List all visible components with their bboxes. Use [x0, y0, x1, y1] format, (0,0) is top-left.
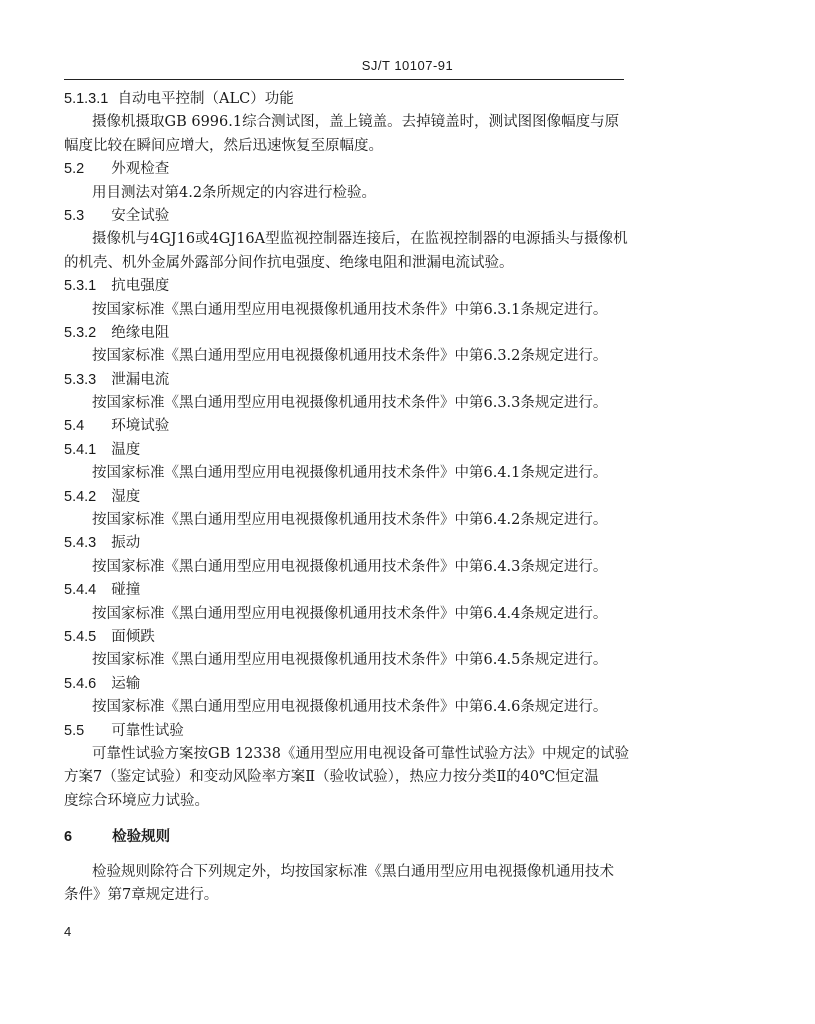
section-number: 6 — [64, 829, 73, 846]
paragraph-continuation: 方案7（鉴定试验）和变动风险率方案Ⅱ（验收试验），热应力按分类Ⅱ的40℃恒定温 — [64, 769, 599, 786]
section-title: 面倾跌 — [111, 628, 155, 645]
section-heading — [64, 579, 644, 602]
section-number: 5.4 — [64, 418, 85, 435]
section-heading — [64, 626, 644, 649]
section-title: 振动 — [111, 535, 141, 552]
section-title: 抗电强度 — [111, 278, 170, 295]
paragraph-line: 按国家标准《黑白通用型应用电视摄像机通用技术条件》中第6.4.3条规定进行。 — [92, 558, 608, 575]
section-heading — [64, 825, 644, 848]
paragraph-line: 按国家标准《黑白通用型应用电视摄像机通用技术条件》中第6.4.5条规定进行。 — [92, 652, 608, 669]
paragraph-line: 用目测法对第4.2条所规定的内容进行检验。 — [92, 184, 377, 201]
document-body — [64, 88, 644, 907]
section-title: 检验规则 — [112, 828, 171, 846]
section-heading — [64, 439, 644, 462]
section-heading — [64, 369, 644, 392]
paragraph-line: 按国家标准《黑白通用型应用电视摄像机通用技术条件》中第6.4.1条规定进行。 — [92, 465, 608, 482]
paragraph-line: 摄像机与4GJ16或4GJ16A型监视控制器连接后，在监视控制器的电源插头与摄像机 — [92, 231, 628, 248]
section-title: 环境试验 — [111, 418, 170, 435]
paragraph-line: 按国家标准《黑白通用型应用电视摄像机通用技术条件》中第6.4.2条规定进行。 — [92, 512, 608, 529]
section-title: 碰撞 — [111, 582, 141, 599]
section-number: 5.4.2 — [64, 488, 97, 505]
section-number: 5.4.6 — [64, 675, 97, 692]
section-title: 泄漏电流 — [111, 371, 170, 388]
section-number: 5.3.2 — [64, 324, 97, 341]
section-number: 5.4.4 — [64, 582, 97, 599]
paragraph-line: 按国家标准《黑白通用型应用电视摄像机通用技术条件》中第6.3.3条规定进行。 — [92, 395, 608, 412]
paragraph-line: 按国家标准《黑白通用型应用电视摄像机通用技术条件》中第6.3.2条规定进行。 — [92, 348, 608, 365]
paragraph-continuation: 度综合环境应力试验。 — [64, 792, 209, 809]
paragraph-line: 摄像机摄取GB 6996.1综合测试图，盖上镜盖。去掉镜盖时，测试图图像幅度与原 — [92, 114, 620, 131]
section-number: 5.1.3.1 — [64, 91, 109, 107]
section-title: 运输 — [111, 675, 141, 692]
section-number: 5.5 — [64, 722, 85, 739]
section-heading — [64, 322, 644, 345]
section-heading — [64, 88, 644, 111]
section-title: 湿度 — [111, 488, 141, 505]
section-title: 温度 — [111, 441, 141, 458]
section-heading — [64, 275, 644, 298]
section-heading — [64, 158, 644, 181]
paragraph-continuation: 幅度比较在瞬间应增大，然后迅速恢复至原幅度。 — [64, 137, 383, 154]
paragraph-line: 检验规则除符合下列规定外，均按国家标准《黑白通用型应用电视摄像机通用技术 — [92, 863, 614, 880]
section-heading — [64, 673, 644, 696]
paragraph-line: 按国家标准《黑白通用型应用电视摄像机通用技术条件》中第6.4.4条规定进行。 — [92, 605, 608, 622]
header-rule — [64, 79, 624, 80]
section-spacer — [64, 813, 644, 825]
paragraph-line: 可靠性试验方案按GB 12338《通用型应用电视设备可靠性试验方法》中规定的试验 — [92, 745, 629, 762]
paragraph-line: 按国家标准《黑白通用型应用电视摄像机通用技术条件》中第6.4.6条规定进行。 — [92, 699, 608, 716]
paragraph-line: 按国家标准《黑白通用型应用电视摄像机通用技术条件》中第6.3.1条规定进行。 — [92, 301, 608, 318]
section-number: 5.2 — [64, 161, 85, 178]
section-number: 5.3 — [64, 207, 85, 224]
section-title: 可靠性试验 — [111, 722, 184, 739]
section-title: 绝缘电阻 — [111, 324, 170, 341]
section-number: 5.4.3 — [64, 535, 97, 552]
page-number: 4 — [64, 924, 72, 939]
section-heading — [64, 486, 644, 509]
section-heading — [64, 532, 644, 555]
section-number: 5.4.1 — [64, 441, 97, 458]
paragraph-continuation: 条件》第7章规定进行。 — [64, 886, 219, 903]
section-heading — [64, 720, 644, 743]
section-number: 5.4.5 — [64, 628, 97, 645]
section-spacer — [64, 849, 644, 861]
section-number: 5.3.1 — [64, 278, 97, 295]
paragraph-continuation: 的机壳、机外金属外露部分间作抗电强度、绝缘电阻和泄漏电流试验。 — [64, 254, 514, 271]
section-heading — [64, 205, 644, 228]
section-number: 5.3.3 — [64, 371, 97, 388]
section-heading — [64, 415, 644, 438]
document-header: SJ/T 10107-91 — [361, 58, 454, 73]
section-title: 自动电平控制（ALC）功能 — [117, 91, 294, 107]
section-title: 安全试验 — [111, 207, 170, 224]
section-title: 外观检查 — [111, 161, 170, 178]
